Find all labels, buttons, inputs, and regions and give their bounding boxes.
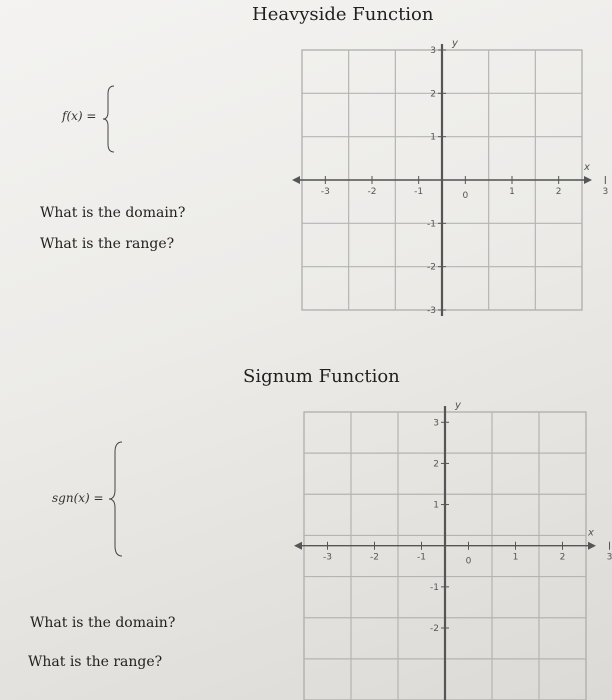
grid2-x-axis-arrow-right [588,542,596,550]
grid1-y-tick-label: -1 [427,219,436,230]
grid2-y-tick-label: 2 [433,459,439,470]
grid2-x-tick-label: -1 [417,552,426,563]
signum-formula-label: sgn(x) = [52,491,104,505]
grid1-x-tick-label: 0 [462,191,469,201]
signum-range-question[interactable]: What is the range? [28,654,163,670]
grid2-x-tick-label: 3 [606,552,612,563]
grid1-y-tick-label: -2 [427,262,436,273]
grid1-x-tick-label: -3 [320,187,330,197]
grid1-y-axis-label: y [452,38,458,49]
heaviside-title: Heavyside Function [252,4,434,25]
grid2-y-tick-label: -1 [430,582,439,593]
grid2-x-tick-label: 0 [465,556,472,567]
heaviside-range-question[interactable]: What is the range? [40,236,175,252]
grid1-x-axis-label: x [584,162,590,173]
grid1-x-tick-label: 3 [602,187,609,197]
grid2-x-tick-label: 2 [559,552,566,563]
grid2-x-tick-label: -2 [370,552,379,563]
signum-title: Signum Function [243,366,400,387]
grid2-y-tick-label: 3 [433,418,439,429]
grid1-y-tick-label: 2 [430,89,436,100]
grid1-x-tick-label: 1 [509,187,515,197]
grid2-x-axis-arrow-left [294,542,302,550]
heaviside-domain-question[interactable]: What is the domain? [40,205,186,221]
grid2-y-axis-label: y [455,400,461,411]
grid1-y-tick-label: 3 [430,46,436,56]
grid1-y-tick-label: -3 [427,306,436,316]
heaviside-formula-label: f(x) = [62,109,97,123]
grid2-x-tick-label: -3 [323,552,332,563]
grid1-y-tick-label: 1 [430,132,436,143]
grid1-x-tick-label: -1 [414,187,424,197]
grid1-x-tick-label: -2 [367,187,377,197]
grid2-x-tick-label: 1 [512,552,519,563]
grid1-x-tick-label: 2 [555,187,562,197]
grid2-y-tick-label: 1 [433,500,439,511]
grid2-x-axis-label: x [588,527,594,539]
grid2-y-tick-label: -2 [430,624,439,634]
signum-domain-question[interactable]: What is the domain? [30,615,176,631]
